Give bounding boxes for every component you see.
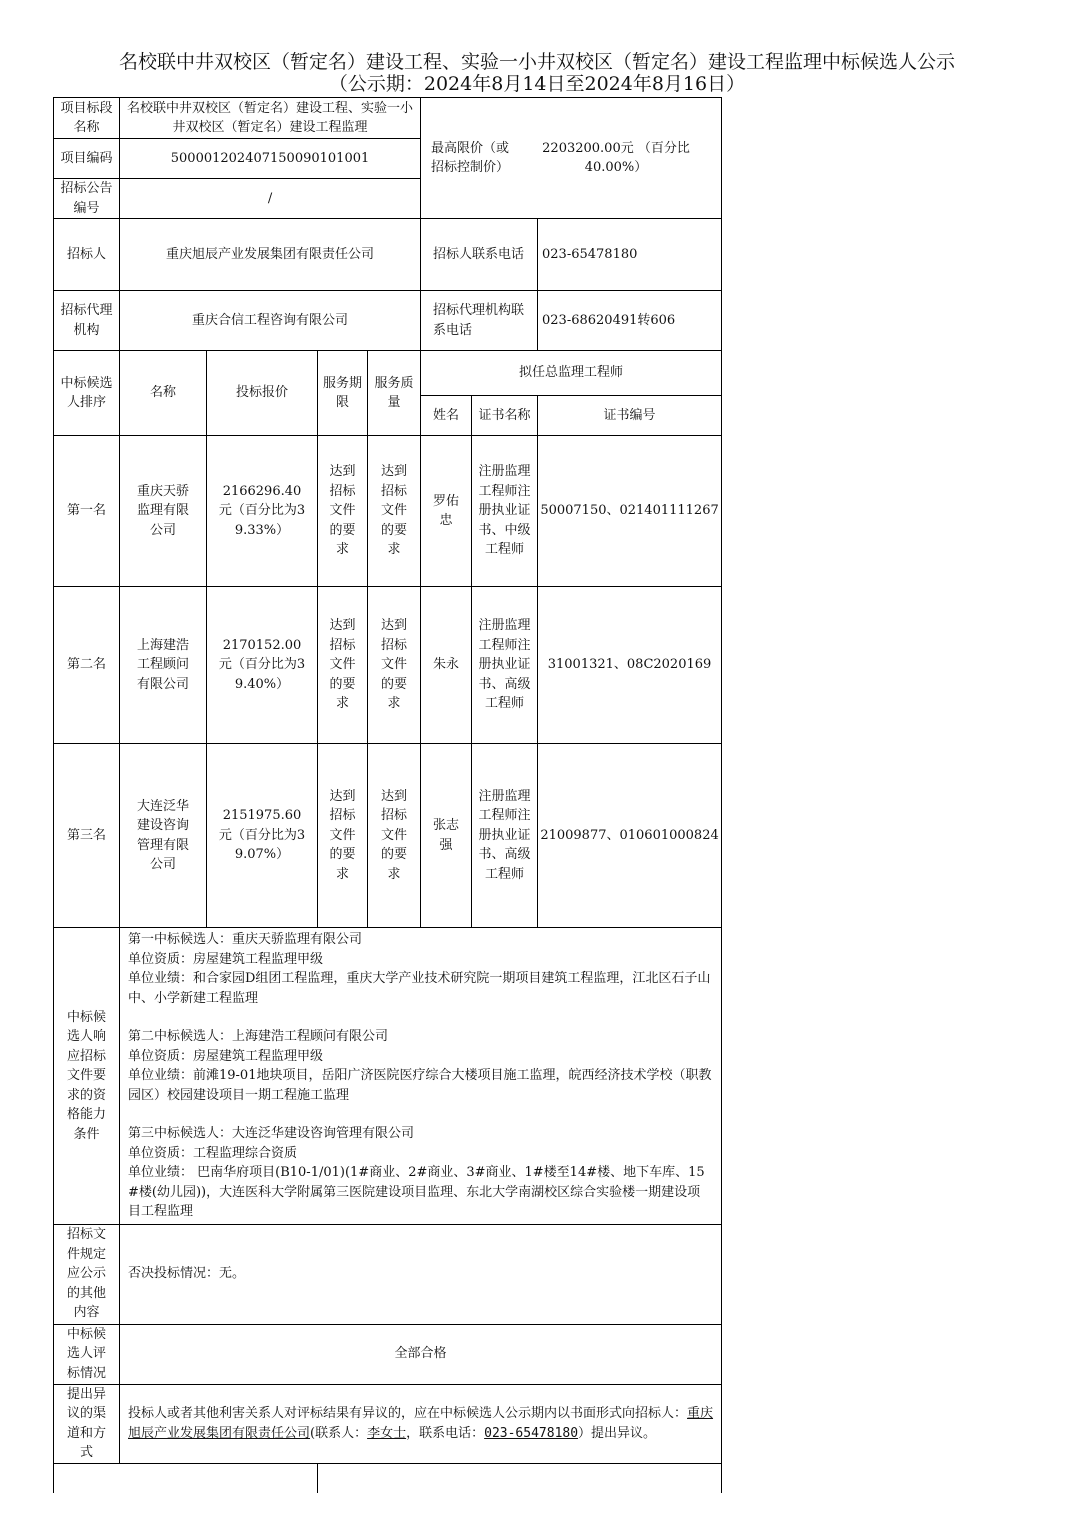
candidate-3-heading: 第三中标候选人：大连泛华建设咨询管理有限公司 <box>128 1126 415 1141</box>
candidate-1-heading: 第一中标候选人：重庆天骄监理有限公司 <box>128 932 363 947</box>
candidate-name: 上海建浩工程顾问有限公司 <box>120 587 207 744</box>
cert-name-header: 证书名称 <box>472 396 538 436</box>
candidate-3-performance: 单位业绩： 巴南华府项目(B10-1/01)(1#商业、2#商业、3#商业、1#楼至14#楼、地下车库、15#楼(幼儿园))，大连医科大学附属第三医院建设项目监理、东北大学南湖校区综合实验楼一期建设项目工程监理 <box>128 1165 705 1219</box>
objection-phone: 023-65478180 <box>484 1425 579 1441</box>
price-header: 投标报价 <box>207 351 318 436</box>
cert-no-header: 证书编号 <box>538 396 722 436</box>
agency-phone-label: 招标代理机构联系电话 <box>421 291 538 351</box>
tenderer-phone-label: 招标人联系电话 <box>421 219 538 291</box>
evaluation-label: 中标候选人评标情况 <box>54 1324 120 1384</box>
table-row <box>54 587 722 744</box>
period-header: 服务期限 <box>318 351 368 436</box>
objection-text: 投标人或者其他利害关系人对评标结果有异议的，应在中标候选人公示期内以书面形式向招标人： <box>128 1406 688 1421</box>
evaluation-row <box>54 1324 722 1384</box>
candidate-price: 2166296.40 元（百分比为39.33%） <box>207 436 318 587</box>
cert-no: 31001321、08C2020169 <box>538 587 722 744</box>
objection-tenderer: 重庆旭辰产业发展集团有限责任公司 <box>128 1406 714 1441</box>
candidate-period: 达到招标文件的要求 <box>318 436 368 587</box>
rank-header: 中标候选人排序 <box>54 351 120 436</box>
cert-no: 50007150、021401111267 <box>538 436 722 587</box>
objection-phone-prefix: ，联系电话： <box>406 1425 485 1441</box>
candidate-price: 2151975.60元（百分比为39.07%） <box>207 744 318 928</box>
qualifications-label: 中标候选人响应招标文件要求的资格能力条件 <box>54 928 120 1225</box>
candidate-1-performance: 单位业绩：和合家园D组团工程监理，重庆大学产业技术研究院一期项目建筑工程监理，江北区石子山中、小学新建工程监理 <box>128 971 711 1006</box>
candidate-rank: 第二名 <box>54 587 120 744</box>
publicity-period: （公示期：2024年8月14日至2024年8月16日） <box>328 73 746 95</box>
project-code-value: 500001202407150090101001 <box>120 139 421 179</box>
engineer-name: 张志强 <box>421 744 472 928</box>
other-content-row <box>54 1224 722 1324</box>
trailing-cell-left <box>54 1463 318 1493</box>
project-code-label: 项目编码 <box>54 139 120 179</box>
cert-name: 注册监理工程师注册执业证书、高级工程师 <box>472 587 538 744</box>
objection-label: 提出异议的渠道和方式 <box>54 1384 120 1463</box>
section-name-value: 名校联中井双校区（暂定名）建设工程、实验一小井双校区（暂定名）建设工程监理 <box>120 98 421 139</box>
cert-no: 21009877、010601000824 <box>538 744 722 928</box>
table-row <box>54 436 722 587</box>
tenderer-label: 招标人 <box>54 219 120 291</box>
candidate-quality: 达到招标文件的要求 <box>368 744 421 928</box>
objection-contact-prefix: (联系人： <box>310 1425 368 1441</box>
candidate-2-heading: 第二中标候选人：上海建浩工程顾问有限公司 <box>128 1029 389 1044</box>
max-price-label: 最高限价（或招标控制价） <box>431 140 510 175</box>
objection-text-after: ）提出异议。 <box>578 1425 657 1441</box>
name-header: 名称 <box>120 351 207 436</box>
qualifications-content <box>120 928 722 1225</box>
agency-phone-value: 023-68620491转606 <box>538 291 722 351</box>
qualifications-row <box>54 928 722 1225</box>
candidate-price: 2170152.00元（百分比为39.40%） <box>207 587 318 744</box>
objection-contact: 李女士 <box>367 1425 407 1441</box>
cert-name: 注册监理工程师注册执业证书、中级工程师 <box>472 436 538 587</box>
candidate-quality: 达到招标文件的要求 <box>368 587 421 744</box>
candidate-rank: 第一名 <box>54 436 120 587</box>
trailing-cell-right <box>318 1463 722 1493</box>
agency-label: 招标代理机构 <box>54 291 120 351</box>
table-row <box>54 744 722 928</box>
candidate-2-performance: 单位业绩：前滩19-01地块项目，岳阳广济医院医疗综合大楼项目施工监理，皖西经济技术学校（职教园区）校园建设项目一期工程施工监理 <box>128 1068 712 1103</box>
candidate-1-qualification: 单位资质：房屋建筑工程监理甲级 <box>128 951 324 967</box>
quality-header: 服务质量 <box>368 351 421 436</box>
announcement-table <box>53 97 722 1493</box>
candidate-quality: 达到招标文件的要求 <box>368 436 421 587</box>
candidate-name: 大连泛华建设咨询管理有限公司 <box>120 744 207 928</box>
notice-no-value: / <box>120 179 421 219</box>
candidate-period: 达到招标文件的要求 <box>318 587 368 744</box>
evaluation-value: 全部合格 <box>120 1324 722 1384</box>
engineer-name: 朱永 <box>421 587 472 744</box>
candidate-name: 重庆天骄监理有限公司 <box>120 436 207 587</box>
section-name-row <box>54 98 722 139</box>
trailing-row <box>54 1463 722 1493</box>
other-content-value: 否决投标情况：无。 <box>120 1224 722 1324</box>
other-content-label: 招标文件规定应公示的其他内容 <box>54 1224 120 1324</box>
candidate-rank: 第三名 <box>54 744 120 928</box>
cert-name: 注册监理工程师注册执业证书、高级工程师 <box>472 744 538 928</box>
tenderer-phone-value: 023-65478180 <box>538 219 722 291</box>
agency-value: 重庆合信工程咨询有限公司 <box>120 291 421 351</box>
section-name-label: 项目标段名称 <box>54 98 120 139</box>
objection-row <box>54 1384 722 1463</box>
tenderer-value: 重庆旭辰产业发展集团有限责任公司 <box>120 219 421 291</box>
candidate-3-qualification: 单位资质：工程监理综合资质 <box>128 1145 298 1161</box>
candidates-header-row <box>54 351 722 396</box>
max-price-cell <box>421 98 722 219</box>
engineer-group-header: 拟任总监理工程师 <box>421 351 722 396</box>
tenderer-row <box>54 219 722 291</box>
candidate-period: 达到招标文件的要求 <box>318 744 368 928</box>
engineer-name: 罗佑忠 <box>421 436 472 587</box>
notice-no-label: 招标公告编号 <box>54 179 120 219</box>
candidate-2-qualification: 单位资质：房屋建筑工程监理甲级 <box>128 1048 324 1064</box>
max-price-value: 2203200.00元 （百分比40.00%） <box>542 140 690 175</box>
agency-row <box>54 291 722 351</box>
objection-content <box>120 1384 722 1463</box>
eng-name-header: 姓名 <box>421 396 472 436</box>
page-title: 名校联中井双校区（暂定名）建设工程、实验一小井双校区（暂定名）建设工程监理中标候选人公示 <box>118 51 955 73</box>
